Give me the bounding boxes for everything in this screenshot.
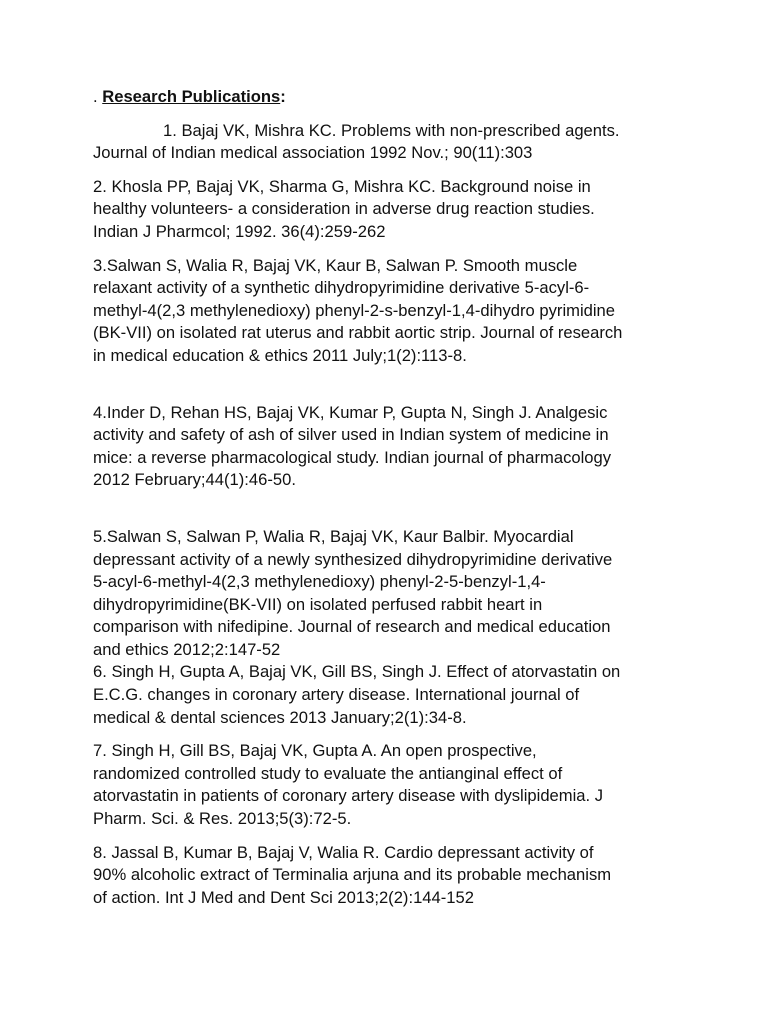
spacer: [93, 831, 683, 842]
spacer: [93, 492, 683, 526]
heading-colon: :: [280, 87, 286, 106]
reference-item-3: 3.Salwan S, Walia R, Bajaj VK, Kaur B, Salwan P. Smooth muscle relaxant activity of a synthetic dihydropyrimidine derivative 5-acyl-6- methyl-4(2,3 methylenedioxy) phenyl-2-s-benzyl-1,4-dihydro pyrimidine (BK-VII) on isolated rat uterus and rabbit aortic strip. Journal of research in medical education & ethics 2011 July;1(2):113-8.: [93, 255, 623, 365]
reference-item-8: 8. Jassal B, Kumar B, Bajaj V, Walia R. Cardio depressant activity of 90% alcoholic extract of Terminalia arjuna and its probable mechanism of action. Int J Med and Dent Sci 2013;2(2):144-152: [93, 842, 612, 907]
section-heading: [93, 86, 683, 109]
reference-item-6: 6. Singh H, Gupta A, Bajaj VK, Gill BS, Singh J. Effect of atorvastatin on E.C.G. changes in coronary artery disease. International journal of medical & dental sciences 2013 January;2(1):34-8.: [93, 662, 621, 727]
spacer: [93, 244, 683, 255]
spacer: [93, 729, 683, 740]
reference-item-2: 2. Khosla PP, Bajaj VK, Sharma G, Mishra KC. Background noise in healthy volunteers- a consideration in adverse drug reaction studies. Indian J Pharmcol; 1992. 36(4):259-262: [93, 176, 595, 241]
spacer: [93, 368, 683, 402]
heading-prefix: .: [93, 87, 103, 106]
reference-item-4: 4.Inder D, Rehan HS, Bajaj VK, Kumar P, Gupta N, Singh J. Analgesic activity and safety of ash of silver used in Indian system of medicine in mice: a reverse pharmacological study. Indian journal of pharmacology 2012 February;44(1):46-50.: [93, 402, 612, 490]
heading-title: Research Publications: [102, 87, 281, 106]
reference-item-7: 7. Singh H, Gill BS, Bajaj VK, Gupta A. An open prospective, randomized controlled study to evaluate the antianginal effect of atorvastatin in patients of coronary artery disease with dyslipidemia. J Pharm. Sci. & Res. 2013;5(3):72-5.: [93, 741, 604, 829]
reference-item-1: 1. Bajaj VK, Mishra KC. Problems with non-prescribed agents. Journal of Indian medical association 1992 Nov.; 90(11):303: [93, 120, 620, 163]
reference-item-5: 5.Salwan S, Salwan P, Walia R, Bajaj VK, Kaur Balbir. Myocardial depressant activity of a newly synthesized dihydropyrimidine derivative 5-acyl-6-methyl-4(2,3 methylenedioxy) phenyl-2-5-benzyl-1,4- dihydropyrimidine(BK-VII) on isolated perfused rabbit heart in comparison with nifedipine. Journal of research and medical education and ethics 2012;2:147-52: [93, 526, 613, 659]
spacer: [93, 165, 683, 176]
document-page: [93, 86, 683, 909]
